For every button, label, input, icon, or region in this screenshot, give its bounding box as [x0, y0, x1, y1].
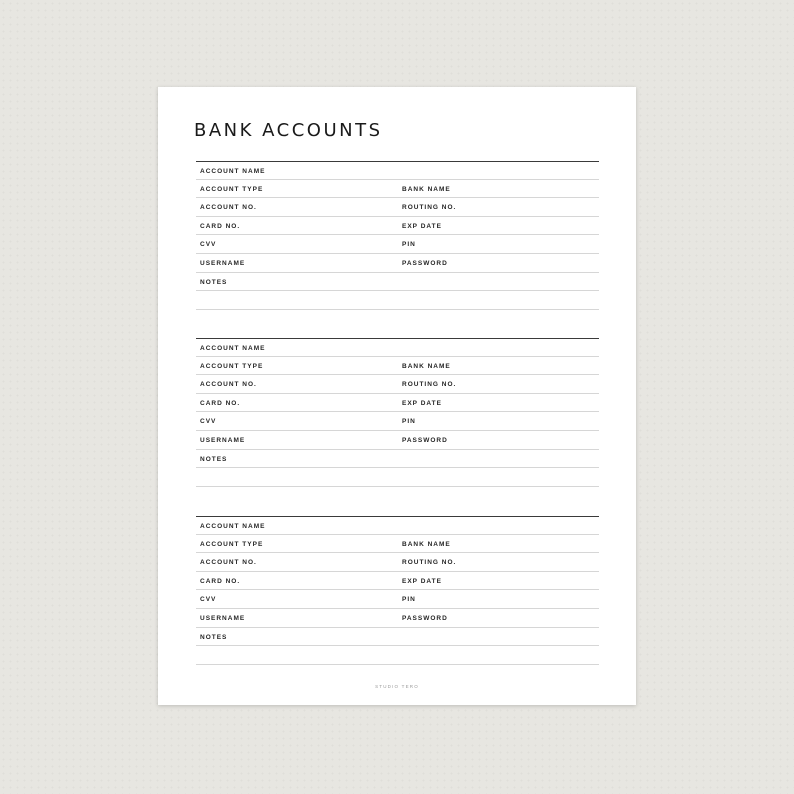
account-name-row[interactable]	[196, 338, 599, 357]
account-no-row[interactable]	[196, 198, 599, 217]
password-label: PASSWORD	[402, 259, 448, 267]
notes-label: NOTES	[200, 633, 228, 641]
username-row[interactable]	[196, 254, 599, 273]
account-type-label: ACCOUNT TYPE	[200, 540, 264, 548]
account-section-1	[196, 161, 599, 310]
account-name-row[interactable]	[196, 516, 599, 535]
account-no-row[interactable]	[196, 553, 599, 572]
password-label: PASSWORD	[402, 614, 448, 622]
notes-row[interactable]	[196, 273, 599, 292]
cvv-label: CVV	[200, 418, 217, 426]
cvv-row[interactable]	[196, 590, 599, 609]
cvv-label: CVV	[200, 596, 217, 604]
account-type-row[interactable]	[196, 535, 599, 554]
notes-label: NOTES	[200, 455, 228, 463]
username-row[interactable]	[196, 609, 599, 628]
pin-label: PIN	[402, 596, 416, 604]
exp-date-label: EXP DATE	[402, 222, 442, 230]
cvv-row[interactable]	[196, 412, 599, 431]
exp-date-label: EXP DATE	[402, 399, 442, 407]
account-type-label: ACCOUNT TYPE	[200, 185, 264, 193]
bank-name-label: BANK NAME	[402, 540, 451, 548]
account-section-2	[196, 338, 599, 487]
pin-label: PIN	[402, 418, 416, 426]
username-label: USERNAME	[200, 259, 246, 267]
username-label: USERNAME	[200, 436, 246, 444]
account-no-label: ACCOUNT NO.	[200, 204, 257, 212]
notes-row[interactable]	[196, 450, 599, 469]
password-label: PASSWORD	[402, 436, 448, 444]
bank-name-label: BANK NAME	[402, 185, 451, 193]
notes-line[interactable]	[196, 291, 599, 310]
account-name-label: ACCOUNT NAME	[200, 168, 266, 175]
pin-label: PIN	[402, 241, 416, 249]
account-name-label: ACCOUNT NAME	[200, 345, 266, 352]
cvv-row[interactable]	[196, 235, 599, 254]
routing-no-label: ROUTING NO.	[402, 559, 457, 567]
exp-date-label: EXP DATE	[402, 577, 442, 585]
account-type-row[interactable]	[196, 357, 599, 376]
card-no-label: CARD NO.	[200, 222, 241, 230]
account-no-row[interactable]	[196, 375, 599, 394]
username-label: USERNAME	[200, 614, 246, 622]
notes-label: NOTES	[200, 278, 228, 286]
page-title: BANK ACCOUNTS	[194, 120, 383, 141]
account-type-label: ACCOUNT TYPE	[200, 362, 264, 370]
brand-footer: STUDIO TERO	[375, 684, 419, 689]
account-section-3	[196, 516, 599, 665]
routing-no-label: ROUTING NO.	[402, 381, 457, 389]
account-type-row[interactable]	[196, 180, 599, 199]
card-no-row[interactable]	[196, 394, 599, 413]
card-no-row[interactable]	[196, 572, 599, 591]
account-no-label: ACCOUNT NO.	[200, 381, 257, 389]
username-row[interactable]	[196, 431, 599, 450]
account-name-row[interactable]	[196, 161, 599, 180]
notes-line[interactable]	[196, 646, 599, 665]
card-no-label: CARD NO.	[200, 577, 241, 585]
card-no-row[interactable]	[196, 217, 599, 236]
cvv-label: CVV	[200, 241, 217, 249]
card-no-label: CARD NO.	[200, 399, 241, 407]
account-name-label: ACCOUNT NAME	[200, 523, 266, 530]
routing-no-label: ROUTING NO.	[402, 204, 457, 212]
planner-page	[158, 87, 636, 705]
notes-row[interactable]	[196, 628, 599, 647]
account-no-label: ACCOUNT NO.	[200, 559, 257, 567]
bank-name-label: BANK NAME	[402, 362, 451, 370]
notes-line[interactable]	[196, 468, 599, 487]
